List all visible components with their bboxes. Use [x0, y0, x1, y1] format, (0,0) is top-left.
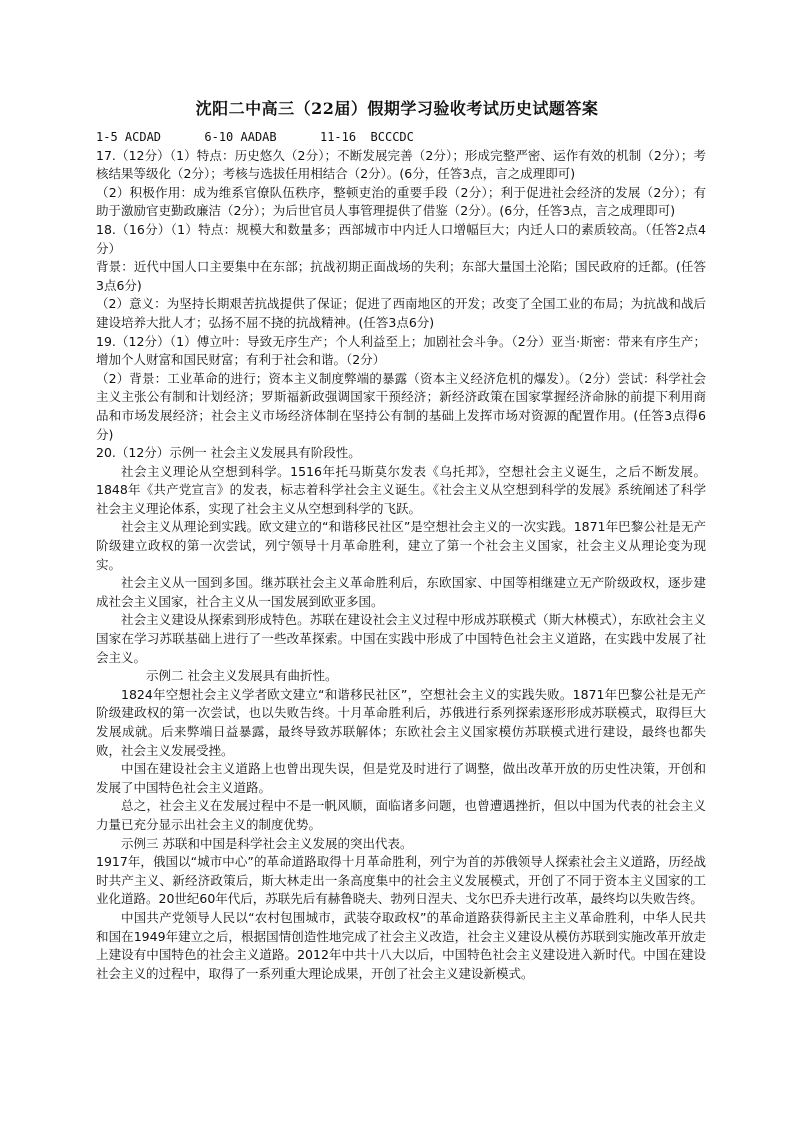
q20-example1-heading: 20.（12分）示例一 社会主义发展具有阶段性。: [96, 445, 361, 461]
q19-part1: 19.（12分）（1）傅立叶：导致无序生产；个人利益至上；加剧社会斗争。（2分）亚当·斯密：带来有序生产；增加个人财富和国民财富；有利于社会和谐。（2分）: [96, 333, 706, 368]
q20-example2-para2: 中国在建设社会主义道路上也曾出现失误，但是党及时进行了调整，做出改革开放的历史性决策，开创和发展了中国特色社会主义道路。: [96, 761, 706, 795]
q18-background: 背景：近代中国人口主要集中在东部；抗战初期正面战场的失利；东部大量国土沦陷；国民政府的迁都。(任答3点6分): [96, 259, 706, 293]
q20-example2-para1: 1824年空想社会主义学者欧文建立“和谐移民社区”，空想社会主义的实践失败。1871年巴黎公社是无产阶级建政权的第一次尝试，也以失败告终。十月革命胜利后，苏俄进行系列探索逐形形成苏联模式，取得巨大发展成就。后来弊端日益暴露，最终导致苏联解体；东欧社会主义国家模仿苏联模式进行建设，最终也都失败，社会主义发展受挫。: [96, 686, 706, 758]
q17-part2: （2）积极作用：成为维系官僚队伍秩序，整顿吏治的重要手段（2分）；利于促进社会经济的发展（2分）；有助于激励官吏勤政廉洁（2分）；为后世官员人事管理提供了借鉴（2分）。(6分，任答3点，言之成理即可): [96, 184, 706, 219]
q18-part2: （2）意义：为坚持长期艰苦抗战提供了保证；促进了西南地区的开发；改变了全国工业的布局；为抗战和战后建设培养大批人才；弘扬不屈不挠的抗战精神。(任答3点6分): [96, 296, 706, 330]
q20-example2-heading: 示例二 社会主义发展具有曲折性。: [146, 668, 338, 684]
q20-example3-para2: 中国共产党领导人民以“农村包围城市，武装夺取政权”的革命道路获得新民主主义革命胜利，中华人民共和国在1949年建立之后，根据国情创造性地完成了社会主义改造，社会主义建设从模仿苏联到实施改革开放走上建设有中国特色的社会主义道路。2012年中共十八大以后，中国特色社会主义建设进入新时代。中国在建设社会主义的过程中，取得了一系列重大理论成果，开创了社会主义建设新模式。: [96, 909, 706, 981]
q20-example1-para2: 社会主义从理论到实践。欧文建立的“和谐移民社区”是空想社会主义的一次实践。1871年巴黎公社是无产阶级建立政权的第一次尝试，列宁领导十月革命胜利，建立了第一个社会主义国家，社会主义从理论变为现实。: [96, 519, 706, 572]
q20-example1-para4: 社会主义建设从探索到形成特色。苏联在建设社会主义过程中形成苏联模式（斯大林模式），东欧社会主义国家在学习苏联基础上进行了一些改革探索。中国在实践中形成了中国特色社会主义道路，在实践中发展了社会主义。: [96, 612, 706, 665]
q20-example3-heading: 示例三 苏联和中国是科学社会主义发展的突出代表。: [121, 835, 413, 851]
answer-content: [96, 128, 706, 983]
q19-part2: （2）背景：工业革命的进行；资本主义制度弊端的暴露（资本主义经济危机的爆发）。（2分）尝试：科学社会主义主张公有制和计划经济；罗斯福新政强调国家干预经济；新经济政策在国家掌握经济命脉的前提下利用商品和市场发展经济；社会主义市场经济体制在坚持公有制的基础上发挥市场对资源的配置作用。(任答3点得6分): [96, 370, 706, 442]
q20-example2-para3: 总之，社会主义在发展过程中不是一帆风顺，面临诸多问题，也曾遭遇挫折，但以中国为代表的社会主义力量已充分显示出社会主义的制度优势。: [96, 798, 706, 832]
multiple-choice-answers: 1-5 ACDAD 6-10 AADAB 11-16 BCCCDC: [96, 130, 414, 144]
q20-example1-para3: 社会主义从一国到多国。继苏联社会主义革命胜利后，东欧国家、中国等相继建立无产阶级政权，逐步建成社会主义国家，社合主义从一国发展到欧亚多国。: [96, 575, 706, 609]
page-title: 沈阳二中高三（22届）假期学习验收考试历史试题答案: [195, 99, 599, 118]
q20-example1-para1: 社会主义理论从空想到科学。1516年托马斯莫尔发表《乌托邦》，空想社会主义诞生，之后不断发展。1848年《共产党宣言》的发表，标志着科学社会主义诞生。《社会主义从空想到科学的发展》系统阐述了科学社会主义理论体系，实现了社会主义从空想到科学的飞跃。: [96, 463, 706, 516]
q17-part1: 17.（12分）（1）特点：历史悠久（2分）；不断发展完善（2分）；形成完整严密、运作有效的机制（2分）；考核结果等级化（2分）；考核与选拔任用相结合（2分）。(6分，任答3点，言之成理即可): [96, 147, 706, 182]
q20-example3-para1: 1917年，俄国以“城市中心”的革命道路取得十月革命胜利，列宁为首的苏俄领导人探索社会主义道路，历经战时共产主义、新经济政策后，斯大林走出一条高度集中的社会主义发展模式，开创了不同于资本主义国家的工业化道路。20世纪60年代后，苏联先后有赫鲁晓夫、勃列日涅夫、戈尔巴乔夫进行改革，最终均以失败告终。: [96, 854, 706, 907]
q18-part1: 18.（16分）（1）特点：规模大和数量多；西部城市中内迁人口增幅巨大；内迁人口的素质较高。（任答2点4分）: [96, 221, 706, 256]
